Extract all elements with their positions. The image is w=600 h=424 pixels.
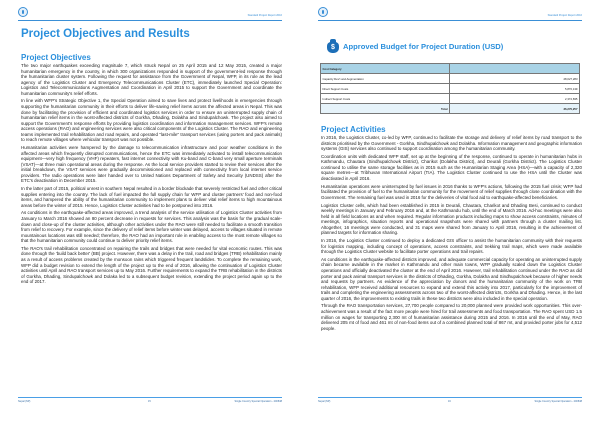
table-row	[321, 84, 580, 94]
paragraph: As conditions in the earthquake-affected districts improved, and adequate commercial capacity for operating an uninterrupted supply chain became available in the market in Kathmandu and other main towns, WFP gradually scaled down the Logistics Cluster operations and officially deactivated the cluster at the end of April 2016. However, trail rehabilitation continued under the RAO as did porter and pack animal transport services in the districts of Dhading, Gorkha, Dolakha and Sindhupalchowk because of higher needs and requests by partners. As evidence of the appreciation by donors and the humanitarian community of the work on TRB rehabilitation, WFP received additional resources to expand and extend this activity into 2017, particularly for the improvement of trails and completing the engineering assessments across two of the worst-affected districts, Gorkha and Dhading. Hence, in the last quarter of 2016, the improvements to existing trails in these two districts were also included in the special operation.	[321, 256, 582, 301]
cost-value: 28,027,283	[450, 74, 580, 84]
total-label: Total	[321, 104, 450, 114]
activities-body	[321, 135, 582, 333]
budget-title: Approved Budget for Project Duration (USD)	[343, 41, 504, 51]
cost-label: Capacity Dev't and Augmentation	[321, 74, 450, 84]
paragraph: Coordination units with dedicated WFP staff, set up at the beginning of the response, continued to operate in humanitarian hubs in Kathmandu, Chautara (Sindhupalchowk District), Charikot (Dolakha District), and Deurali (Gorkha District). The Logistics Cluster continued to utilise the same storage facilities as in 2015 such as the Humanitarian Staging Area (HSA)—with a capacity of 2,320 square metres—at Tribhuvan International Airport (TIA). The Logistics Cluster continued to use the HSA until the Cluster was deactivated in April 2016.	[321, 153, 582, 182]
footer-country: Nepal (NP)	[318, 400, 331, 403]
paragraph: The RAO's trail rehabilitation concentrated on repairing the trails and bridges that were needed for vital economic routes. This was done through the 'build back better' (BB) project. However, there was a delay in the trail, road and bridges (TRB) rehabilitation mainly as a result of access problems created by the monsoon rains which triggered frequent landslides. To complete the remaining work, WFP did a budget revision to extend the length of the project up to the end of 2016, allowing the continuation of Logistics Cluster activities until April and RAO transport services up to May 2016. Further requirements to expand the TRB rehabilitation in the districts of Gorkha, Dhading, Sindupalchowk and Dolaka led to a subsequent budget revision, extending the project period again up to the end of 2017.	[21, 245, 282, 285]
table-row	[321, 94, 580, 104]
page-number: 15	[148, 400, 151, 403]
cost-value: 2,372,835	[450, 94, 580, 104]
wfp-logo-icon	[318, 7, 328, 17]
footer-country: Nepal (NP)	[18, 400, 31, 403]
header-report-title: Standard Project Report 2016	[547, 14, 582, 17]
paragraph: Through the RAO transportation services, 27,700 people compared to 20,000 planned were provided work opportunities. This over-achievement was a result of the fact more people were hired for trail assessments and food transportation. The RAO spent USD 1.5 million on wages for transporting 2,300 mt of humanitarian assistance during 2015 and 2016. In 2016 until the end of May, RAO delivered 205 mt of food and 461 mt of non-food items out of a combined planned total of 867 mt, and provided porter jobs for 4,512 people.	[321, 303, 582, 331]
cost-label: Direct Support Costs	[321, 84, 450, 94]
paragraph: As conditions in the earthquake-affected areas improved, a trend analysis of the service utilisation of Logistics Cluster activities from January to March 2016 showed an 80 percent decrease in requests for services. This analysis was the basis for the gradual scale-down and close-up of the cluster activities, although other activities under the RAO were still needed to facilitate a smooth transition from relief to recovery. For example, since the delivery of relief items before winter was delayed, access to villages situated in remote mountainous locations was still needed; therefore, the RAO had an important role in enabling access to the most remote villages so that the humanitarian community could continue to deliver priority relief items.	[21, 210, 282, 244]
paragraph: Humanitarian operations were uninterrupted by fuel issues in 2016 thanks to WFP's actions, following the 2015 fuel crisis; WFP had facilitated the provision of fuel to the humanitarian community for the movement of relief supplies through close coordination with the Government. The remaining fuel was used in 2016 for the deliveries of vital food aid to earthquake-affected beneficiaries.	[321, 183, 582, 200]
header-report-title: Standard Project Report 2016	[247, 14, 282, 17]
table-row	[321, 74, 580, 84]
section-heading-activities: Project Activities	[321, 125, 386, 134]
paragraph: In 2016, the Logistics Cluster continued to deploy a dedicated GIS officer to assist the humanitarian community with their requests for logistics mapping, including concept of operations, access constraints, and trekking trail maps, which were made available through the Logistics Cluster website to facilitate porter operations and trail repairs.	[321, 238, 582, 255]
budget-table	[320, 63, 580, 114]
column-header-cost-category: Cost Category	[321, 64, 450, 74]
header-divider	[318, 20, 582, 21]
footer-operation: Single Country Special Operation - 200848	[534, 400, 582, 403]
paragraph: In line with WFP's Strategic Objective 1, the Special Operation aimed to save lives and protect livelihoods in emergencies through supporting the humanitarian community in their efforts to deliver life-saving relief items across the affected areas in Nepal. This was done by facilitating the provision of efficient and coordinated logistics services in order to ensure an uninterrupted supply chain of humanitarian relief items in the worst-affected districts of Gorkha, Dhading, Dolakha and Sindupalchowk. The project also aimed to support the Government's response efforts by providing logistics coordination and information management services. WFP's remote access operations (RAO) and engineering services were also critical components of the Logistics Cluster. The RAO and engineering teams implemented trail rehabilitation and road repairs, and operated "last-mile" transport services (using porters and pack animals) to reach remote villages where vehicular transport was not possible.	[21, 98, 282, 143]
section-heading-objectives: Project Objectives	[21, 53, 91, 62]
budget-heading	[327, 39, 503, 53]
table-header-row	[321, 64, 580, 74]
paragraph: The two major earthquakes exceeding magnitude 7, which struck Nepal on 25 April 2015 and 12 May 2015, created a major humanitarian emergency in the country, in which 300 organizations responded in support of the government-led response through the humanitarian cluster system. Following the request for assistance from the Government of Nepal, WFP, in its role as the lead agency of the Logistics Cluster and Emergency Telecommunications Cluster (ETC), immediately launched Special Operation: Logistics and Telecommunications Augmentation and Coordination in April 2015 to support the Government and coordinate the humanitarian community's relief efforts.	[21, 63, 282, 96]
header-divider	[18, 20, 282, 21]
page-number: 16	[448, 400, 451, 403]
footer-operation: Single Country Special Operation - 200848	[234, 400, 282, 403]
total-value: 36,270,257	[450, 104, 580, 114]
paragraph: In 2016, the Logistics Cluster, co-led by WFP, continued to facilitate the storage and delivery of relief items by road transport to the districts prioritised by the Government - Gorkha, Sindhupalchowk and Dolakha. Information management and geographic information systems (GIS) services also continued to support coordination among the humanitarian community.	[321, 135, 582, 152]
paragraph: Logistics Cluster cells, which had been established in 2015 in Deurali, Chautara, Charikot and Dhading Besi, continued to conduct weekly meetings in January and February 2016 and, at the Kathmandu hub, until the end of March 2016. Ad-hoc meetings were also held in all field locations as and when required. Regular information products including maps to show access constraints, minutes of meetings, infographics, situation reports and operational snapshots were shared with partners through a cluster mailing list. Altogether, 16 meetings were conducted, and 31 maps were shared from January to April 2016, resulting in the achievement of planned targets for information sharing.	[321, 202, 582, 236]
objectives-body	[21, 63, 282, 287]
paragraph: Humanitarian activities were hampered by the damage to telecommunication infrastructure and poor weather conditions in the affected areas which frequently disrupted communications, hence the ETC was immediately activated to install telecommunication equipment—very high frequency (VHF) repeaters, fast internet connectivity with Ku-band and C-band very small aperture terminals (VSAT)—at three main operational areas during the response. As the local service providers started to revive their services after the initial breakdown, the VSAT services were gradually decommissioned and replaced with connectivity from local internet service providers. The radio operations were later handed over to United Nations Department of Safety and Security (UNDSS) after the ETC's deactivation in December 2015.	[21, 145, 282, 184]
wfp-logo-icon	[18, 7, 28, 17]
footer-divider	[318, 397, 582, 398]
table-total-row	[321, 104, 580, 114]
page-title: Project Objectives and Results	[21, 28, 190, 40]
paragraph: In the latter part of 2015, political unrest in southern Nepal resulted in a border blockade that severely restricted fuel and other critical supplies entering into the country. The lack of fuel impacted the full supply chain for WFP and cluster partners' food and non-food items, and hampered the ability of the humanitarian community to implement plans to deliver vital relief items to high mountainous areas before the winter of 2015. Hence, Logistics Cluster activities had to be postponed into 2016.	[21, 186, 282, 208]
cost-label: Indirect Support Costs	[321, 94, 450, 104]
footer-divider	[18, 397, 282, 398]
money-bag-icon: $	[327, 39, 339, 53]
cost-value: 5,870,139	[450, 84, 580, 94]
